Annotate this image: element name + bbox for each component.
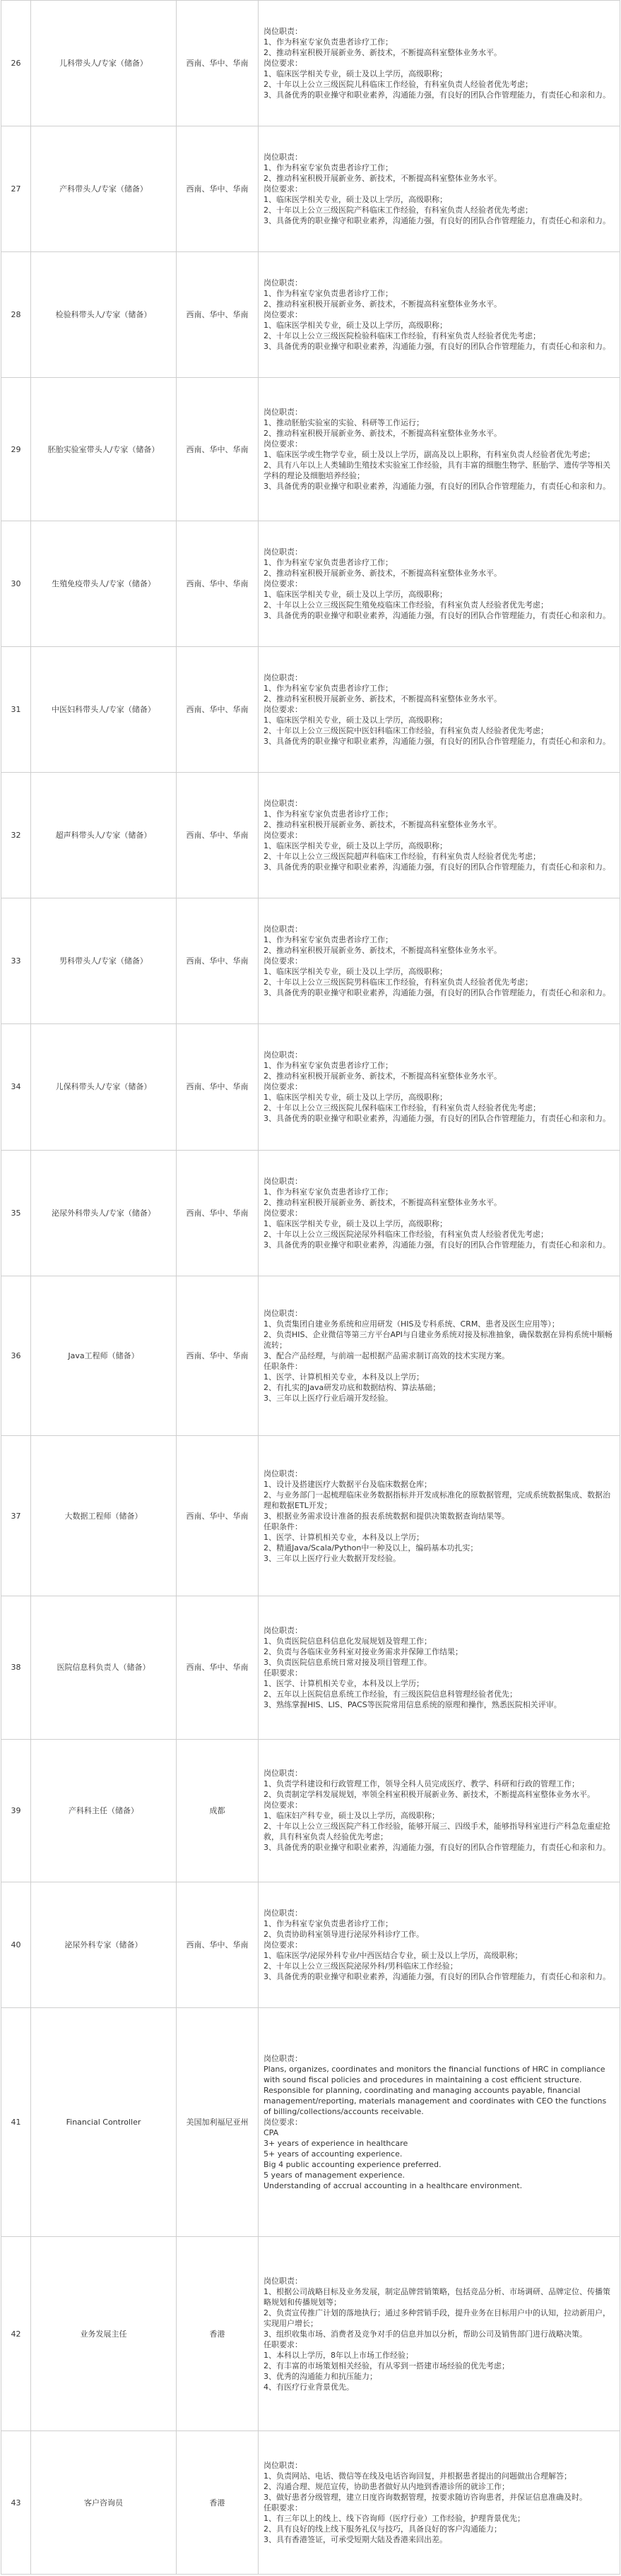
description-line: 3、具备优秀的职业操守和职业素养，沟通能力强，有良好的团队合作管理能力，有责任心和亲和力。 (264, 90, 610, 100)
job-description (259, 1596, 620, 1739)
table-row (1, 1150, 620, 1276)
row-number: 38 (1, 1596, 31, 1739)
job-description (259, 378, 620, 521)
description-line: 2、十年以上公立三级医院儿保科临床工作经验，有科室负责人经验者优先考虑； (264, 1103, 540, 1113)
job-description (259, 1739, 620, 1882)
work-region: 西南、华中、华南 (177, 1024, 259, 1150)
description-line: 1、负责学科建设和行政管理工作，领导全科人员完成医疗、教学、科研和行政的管理工作； (264, 1779, 579, 1789)
description-line: 岗位职责： (264, 925, 302, 934)
description-line: 3、具备优秀的职业操守和职业素养，沟通能力强，有良好的团队合作管理能力，有责任心和亲和力。 (264, 342, 610, 352)
work-region: 西南、华中、华南 (177, 1596, 259, 1739)
position-title: Financial Controller (31, 2008, 177, 2237)
description-line: 2、精通Java/Scala/Python中一种及以上，编码基本功扎实； (264, 1543, 478, 1553)
description-line: 岗位职责： (264, 1050, 302, 1060)
description-line: 3+ years of experience in healthcare (264, 2139, 408, 2149)
work-region: 西南、华中、华南 (177, 126, 259, 252)
table-row (1, 521, 620, 646)
row-number: 36 (1, 1276, 31, 1436)
description-line: 3、具备优秀的职业操守和职业素养，沟通能力强，有良好的团队合作管理能力，有责任心和亲和力。 (264, 862, 610, 872)
position-title: 超声科带头人/专家（储备） (31, 773, 177, 898)
description-line: 2、推动科室积极开展新业务、新技术，不断提高科室整体业务水平。 (264, 1072, 502, 1081)
description-line: 岗位职责： (264, 278, 302, 288)
description-line: 2、十年以上公立三级医院生殖免疫临床工作经验，有科室负责人经验者优先考虑； (264, 600, 548, 610)
description-line: 岗位职责： (264, 1625, 302, 1635)
job-description (259, 521, 620, 646)
row-number: 27 (1, 126, 31, 252)
description-line: 3、具备优秀的职业操守和职业素养，沟通能力强，有良好的团队合作管理能力，有责任心和亲和力。 (264, 737, 610, 747)
position-title: 产科带头人/专家（储备） (31, 126, 177, 252)
row-number: 31 (1, 647, 31, 773)
job-description (259, 1436, 620, 1596)
row-number: 33 (1, 898, 31, 1024)
position-title: 儿科带头人/专家（储备） (31, 1, 177, 126)
table-row (1, 1739, 620, 1882)
description-line: 3、具备优秀的职业操守和职业素养，沟通能力强，有良好的团队合作管理能力，有责任心和亲和力。 (264, 482, 610, 492)
description-line: 岗位职责： (264, 2054, 302, 2064)
description-line: 1、临床医学相关专业，硕士及以上学历，高级职称； (264, 967, 447, 977)
row-number: 29 (1, 378, 31, 521)
description-line: 3、做好患者分级管理，建立日度咨询数据管理，按要求随访咨询患者，并保证信息准确及时。 (264, 2493, 587, 2503)
description-line: 岗位职责： (264, 673, 302, 683)
position-title: 泌尿外科带头人/专家（储备） (31, 1150, 177, 1276)
position-title: 检验科带头人/专家（储备） (31, 252, 177, 378)
work-region: 西南、华中、华南 (177, 1882, 259, 2008)
description-line: 2、十年以上公立三级医院产科临床工作经验，有科室负责人经验者优先考虑； (264, 206, 533, 215)
description-line: 1、作为科室专家负责患者诊疗工作； (264, 289, 393, 299)
work-region: 西南、华中、华南 (177, 1, 259, 126)
description-line: 1、负责医院信息科信息化发展规划及管理工作； (264, 1636, 432, 1646)
description-line: 1、临床医学相关专业，硕士及以上学历，高级职称； (264, 841, 447, 851)
description-line: 岗位职责： (264, 153, 302, 162)
description-line: 岗位职责： (264, 2461, 302, 2471)
description-line: 2、具有八年以上人类辅助生殖技术实验室工作经验，具有丰富的细胞生物学、胚胎学、遗传学等相关学科的理论及细胞培养经验； (264, 461, 610, 481)
job-description (259, 647, 620, 773)
description-line: 2、十年以上公立三级医院产科工作经验，能够开展三、四级手术，能够指导科室进行产科急危重症抢救，具有科室负责人经验优先考虑； (264, 1822, 610, 1842)
description-line: 岗位职责： (264, 408, 302, 417)
position-title: 儿保科带头人/专家（储备） (31, 1024, 177, 1150)
description-line: 岗位职责： (264, 547, 302, 557)
description-line: 1、负责网站、电话、微信等在线及电话咨询回复，并根据患者提出的问题做出合理解答； (264, 2471, 572, 2481)
job-table (1, 0, 620, 2575)
description-line: 1、作为科室专家负责患者诊疗工作； (264, 557, 393, 567)
job-description (259, 2431, 620, 2574)
description-line: 岗位职责： (264, 1909, 302, 1918)
description-line: 岗位要求： (264, 578, 302, 588)
table-row (1, 1882, 620, 2008)
table-row (1, 773, 620, 898)
work-region: 西南、华中、华南 (177, 1150, 259, 1276)
row-number: 37 (1, 1436, 31, 1596)
work-region: 香港 (177, 2431, 259, 2574)
description-line: 1、临床医学相关专业，硕士及以上学历，高级职称； (264, 716, 447, 725)
description-line: 1、有三年以上的线上、线下咨询师（医疗行业）工作经验，护理背景优先； (264, 2514, 525, 2524)
position-title: 泌尿外科专家（储备） (31, 1882, 177, 2008)
work-region: 美国加利福尼亚州 (177, 2008, 259, 2237)
table-row (1, 1436, 620, 1596)
description-line: Understanding of accrual accounting in a healthcare environment. (264, 2181, 523, 2191)
description-line: 2、沟通合理、规范宣传，协助患者做好从内地到香港诊所的就诊工作； (264, 2482, 509, 2492)
position-title: Java工程师（储备） (31, 1276, 177, 1436)
description-line: 1、作为科室专家负责患者诊疗工作； (264, 684, 393, 694)
job-table-body (1, 1, 620, 2575)
description-line: 3、组织收集市场、消费者及竞争对手的信息并加以分析，帮助公司及销售部门进行战略决策。 (264, 2329, 587, 2339)
description-line: 1、作为科室专家负责患者诊疗工作； (264, 1061, 393, 1071)
job-description (259, 1882, 620, 2008)
description-line: 3、具备优秀的职业操守和职业素养，沟通能力强，有良好的团队合作管理能力，有责任心和亲和力。 (264, 1114, 610, 1124)
description-line: 1、负责集团自建业务系统和应用研发（HIS及专科系统、CRM、患者及医生应用等）； (264, 1319, 560, 1329)
description-line: Plans, organizes, coordinates and monitors the financial functions of HRC in compliance with sound fiscal policies and procedures in maintaining a cost efficient structure. (264, 2065, 608, 2085)
description-line: 岗位要求： (264, 1800, 302, 1810)
job-description (259, 126, 620, 252)
job-description (259, 1024, 620, 1150)
description-line: 岗位职责： (264, 27, 302, 37)
description-line: 岗位要求： (264, 1940, 302, 1950)
description-line: 5+ years of accounting experience. (264, 2149, 403, 2159)
row-number: 42 (1, 2237, 31, 2431)
description-line: 2、负责协助科室领导进行泌尿外科诊疗工作。 (264, 1930, 424, 1940)
description-line: 1、临床医学相关专业，硕士及以上学历，高级职称； (264, 321, 447, 331)
position-title: 生殖免疫带头人/专家（储备） (31, 521, 177, 646)
position-title: 男科带头人/专家（储备） (31, 898, 177, 1024)
description-line: 2、推动科室积极开展新业务、新技术，不断提高科室整体业务水平。 (264, 299, 502, 309)
description-line: 岗位要求： (264, 184, 302, 194)
description-line: 1、设计及搭建医疗大数据平台及临床数据仓库； (264, 1479, 432, 1489)
description-line: 1、作为科室专家负责患者诊疗工作； (264, 163, 393, 173)
table-row (1, 1596, 620, 1739)
description-line: 2、十年以上公立三级医院检验科临床工作经验，有科室负责人经验者优先考虑； (264, 331, 540, 341)
description-line: 岗位职责： (264, 1769, 302, 1779)
description-line: 1、医学、计算机相关专业，本科及以上学历； (264, 1372, 424, 1382)
description-line: Responsible for planning, coordinating and managing accounts payable, financial management/reporting, materials management and coordinates with CEO the functions of billing/collections/accounts receivable. (264, 2086, 609, 2117)
description-line: 3、根据业务需求设计准备的报表系统数据和提供决策数据查询结果等。 (264, 1511, 509, 1521)
description-line: 5 years of management experience. (264, 2171, 406, 2180)
description-line: 1、临床医学相关专业，硕士及以上学历，高级职称； (264, 195, 447, 205)
work-region: 西南、华中、华南 (177, 773, 259, 898)
row-number: 39 (1, 1739, 31, 1882)
description-line: 3、三年以上医疗行业后端开发经验。 (264, 1394, 393, 1403)
description-line: 岗位要求： (264, 956, 302, 966)
description-line: 2、十年以上公立三级医院泌尿外科/男科临床工作经验； (264, 1961, 458, 1971)
description-line: 岗位职责： (264, 799, 302, 809)
description-line: 4、有医疗行业背景优先。 (264, 2382, 354, 2392)
description-line: 任职要求： (264, 1668, 302, 1678)
description-line: 岗位要求： (264, 705, 302, 715)
description-line: 任职要求： (264, 2503, 302, 2513)
table-row (1, 1, 620, 126)
row-number: 28 (1, 252, 31, 378)
description-line: 2、负责与各临床业务科室对接业务需求并保障工作结果； (264, 1646, 463, 1656)
description-line: 岗位职责： (264, 2276, 302, 2286)
description-line: 3、熟练掌握HIS、LIS、PACS等医院常用信息系统的原理和操作，熟悉医院相关评审。 (264, 1699, 562, 1709)
description-line: 1、作为科室专家负责患者诊疗工作； (264, 935, 393, 945)
work-region: 西南、华中、华南 (177, 1436, 259, 1596)
job-description (259, 1, 620, 126)
job-description (259, 2008, 620, 2237)
work-region: 成都 (177, 1739, 259, 1882)
description-line: 1、作为科室专家负责患者诊疗工作； (264, 1187, 393, 1197)
position-title: 医院信息科负责人（储备） (31, 1596, 177, 1739)
description-line: 1、临床医学相关专业，硕士及以上学历，高级职称； (264, 1093, 447, 1103)
description-line: 岗位要求： (264, 59, 302, 69)
description-line: 3、负责医院信息系统日常对接及项目管理工作。 (264, 1657, 432, 1667)
description-line: 2、推动科室积极开展新业务、新技术，不断提高科室整体业务水平。 (264, 568, 502, 578)
description-line: 岗位要求： (264, 439, 302, 449)
description-line: 1、本科以上学历，8年以上市场工作经验； (264, 2350, 413, 2360)
description-line: 1、临床医学相关专业，硕士及以上学历，高级职称； (264, 589, 447, 599)
description-line: 任职要求： (264, 2339, 302, 2349)
job-description (259, 1276, 620, 1436)
description-line: 3、具备优秀的职业操守和职业素养，沟通能力强，有良好的团队合作管理能力，有责任心和亲和力。 (264, 1240, 610, 1250)
description-line: 1、作为科室专家负责患者诊疗工作； (264, 809, 393, 819)
table-row (1, 898, 620, 1024)
description-line: 2、推动科室积极开展新业务、新技术，不断提高科室整体业务水平。 (264, 820, 502, 830)
position-title: 胚胎实验室带头人/专家（储备） (31, 378, 177, 521)
job-description (259, 252, 620, 378)
description-line: Big 4 public accounting experience preferred. (264, 2160, 442, 2170)
description-line: 1、作为科室专家负责患者诊疗工作； (264, 37, 393, 47)
table-row (1, 2431, 620, 2574)
row-number: 30 (1, 521, 31, 646)
description-line: 2、负责HIS、企业微信等第三方平台API与自建业务系统对接及标准抽象，确保数据在异构系统中顺畅流转； (264, 1330, 613, 1351)
description-line: 3、优秀的沟通能力和抗压能力； (264, 2371, 377, 2381)
table-row (1, 252, 620, 378)
description-line: 3、具备优秀的职业操守和职业素养，沟通能力强，有良好的团队合作管理能力，有责任心和亲和力。 (264, 1843, 610, 1853)
table-row (1, 1024, 620, 1150)
description-line: 3、具备优秀的职业操守和职业素养，沟通能力强，有良好的团队合作管理能力，有责任心和亲和力。 (264, 610, 610, 620)
work-region: 香港 (177, 2237, 259, 2431)
description-line: 2、推动科室积极开展新业务、新技术，不断提高科室整体业务水平。 (264, 429, 502, 439)
description-line: 2、推动科室积极开展新业务、新技术，不断提高科室整体业务水平。 (264, 1197, 502, 1207)
description-line: 2、十年以上公立三级医院超声科临床工作经验，有科室负责人经验者优先考虑； (264, 852, 540, 862)
description-line: 1、作为科室专家负责患者诊疗工作； (264, 1919, 393, 1929)
job-description (259, 898, 620, 1024)
position-title: 业务发展主任 (31, 2237, 177, 2431)
work-region: 西南、华中、华南 (177, 898, 259, 1024)
description-line: 3、三年以上医疗行业大数据开发经验。 (264, 1553, 401, 1563)
row-number: 32 (1, 773, 31, 898)
description-line: 岗位要求： (264, 2118, 302, 2127)
description-line: 岗位要求： (264, 1082, 302, 1092)
description-line: 1、医学、计算机相关专业，本科及以上学历； (264, 1678, 424, 1688)
description-line: 1、临床医学/泌尿外科专业/中西医结合专业，硕士及以上学历，高级职称； (264, 1951, 523, 1961)
table-row (1, 2237, 620, 2431)
description-line: 1、临床医学或生物学专业，硕士及以上学历，副高及以上职称，有科室负责人经验者优先考虑； (264, 450, 595, 460)
job-description (259, 2237, 620, 2431)
row-number: 35 (1, 1150, 31, 1276)
position-title: 产科科主任（储备） (31, 1739, 177, 1882)
description-line: 岗位要求： (264, 1208, 302, 1218)
description-line: 岗位职责： (264, 1468, 302, 1478)
job-description (259, 773, 620, 898)
description-line: 2、推动科室积极开展新业务、新技术，不断提高科室整体业务水平。 (264, 694, 502, 704)
description-line: 任职条件： (264, 1521, 302, 1531)
position-title: 中医妇科带头人/专家（储备） (31, 647, 177, 773)
description-line: 1、临床医学相关专业，硕士及以上学历，高级职称； (264, 1218, 447, 1228)
description-line: 2、负责宣传推广计划的落地执行；通过多种营销手段，提升业务在目标用户中的认知，拉动新用户，实现用户增长； (264, 2308, 610, 2328)
work-region: 西南、华中、华南 (177, 1276, 259, 1436)
table-row (1, 647, 620, 773)
description-line: 2、十年以上公立三级医院中医妇科临床工作经验，有科室负责人经验者优先考虑； (264, 726, 548, 736)
description-line: 2、具有良好的线上线下服务礼仪与技巧，具备良好的客户沟通能力； (264, 2524, 502, 2534)
description-line: 2、十年以上公立三级医院泌尿外科临床工作经验，有科室负责人经验者优先考虑； (264, 1229, 548, 1239)
description-line: 1、医学、计算机相关专业，本科及以上学历； (264, 1532, 424, 1542)
description-line: 2、推动科室积极开展新业务、新技术，不断提高科室整体业务水平。 (264, 946, 502, 956)
work-region: 西南、华中、华南 (177, 647, 259, 773)
description-line: 岗位职责： (264, 1309, 302, 1319)
table-row (1, 2008, 620, 2237)
description-line: 2、十年以上公立三级医院男科临床工作经验，有科室负责人经验者优先考虑； (264, 978, 533, 987)
description-line: 3、具备优秀的职业操守和职业素养，沟通能力强，有良好的团队合作管理能力，有责任心和亲和力。 (264, 988, 610, 998)
description-line: 3、配合产品经理，与前端一起根据产品需求制订高效的技术实现方案。 (264, 1351, 509, 1361)
work-region: 西南、华中、华南 (177, 378, 259, 521)
description-line: 任职条件： (264, 1362, 302, 1372)
row-number: 43 (1, 2431, 31, 2574)
description-line: 岗位职责： (264, 1176, 302, 1186)
description-line: 2、有丰富的市场策划相关经验，有从零到一搭建市场经验的优先考虑； (264, 2361, 509, 2370)
description-line: 2、推动科室积极开展新业务、新技术，不断提高科室整体业务水平。 (264, 174, 502, 184)
row-number: 41 (1, 2008, 31, 2237)
description-line: 岗位要求： (264, 310, 302, 320)
table-row (1, 1276, 620, 1436)
description-line: CPA (264, 2128, 279, 2138)
table-row (1, 126, 620, 252)
description-line: 1、临床医学相关专业，硕士及以上学历，高级职称； (264, 69, 447, 79)
work-region: 西南、华中、华南 (177, 521, 259, 646)
position-title: 客户咨询员 (31, 2431, 177, 2574)
description-line: 2、与业务部门一起梳理临床业务数据指标并开发成标准化的原数据管理，完成系统数据集成、数据治理和数据ETL开发； (264, 1490, 610, 1510)
description-line: 2、十年以上公立三级医院儿科临床工作经验，有科室负责人经验者优先考虑； (264, 80, 533, 90)
description-line: 2、有扎实的Java研发功底和数据结构、算法基础； (264, 1383, 441, 1393)
description-line: 2、负责制定学科发展规划，率领全科室积极开展新业务、新技术，不断提高科室整体业务水平。 (264, 1790, 595, 1800)
row-number: 34 (1, 1024, 31, 1150)
description-line: 3、具有香港签证，可承受短期大陆及香港来回出差。 (264, 2535, 447, 2545)
row-number: 26 (1, 1, 31, 126)
description-line: 1、临床妇产科专业，硕士及以上学历，高级职称； (264, 1811, 439, 1821)
description-line: 3、具备优秀的职业操守和职业素养，沟通能力强，有良好的团队合作管理能力，有责任心和亲和力。 (264, 216, 610, 226)
description-line: 1、根据公司战略目标及业务发展，制定品牌营销策略，包括竞品分析、市场调研、品牌定位、传播策略规划和传播规划等； (264, 2286, 610, 2307)
description-line: 3、具备优秀的职业操守和职业素养，沟通能力强，有良好的团队合作管理能力，有责任心和亲和力。 (264, 1972, 610, 1982)
work-region: 西南、华中、华南 (177, 252, 259, 378)
row-number: 40 (1, 1882, 31, 2008)
job-description (259, 1150, 620, 1276)
description-line: 1、推动胚胎实验室的实验、科研等工作运行； (264, 418, 424, 428)
position-title: 大数据工程师（储备） (31, 1436, 177, 1596)
description-line: 岗位要求： (264, 831, 302, 841)
description-line: 2、五年以上医院信息系统工作经验，有三级医院信息科管理经验者优先； (264, 1689, 517, 1699)
table-row (1, 378, 620, 521)
description-line: 2、推动科室积极开展新业务、新技术，不断提高科室整体业务水平。 (264, 48, 502, 58)
